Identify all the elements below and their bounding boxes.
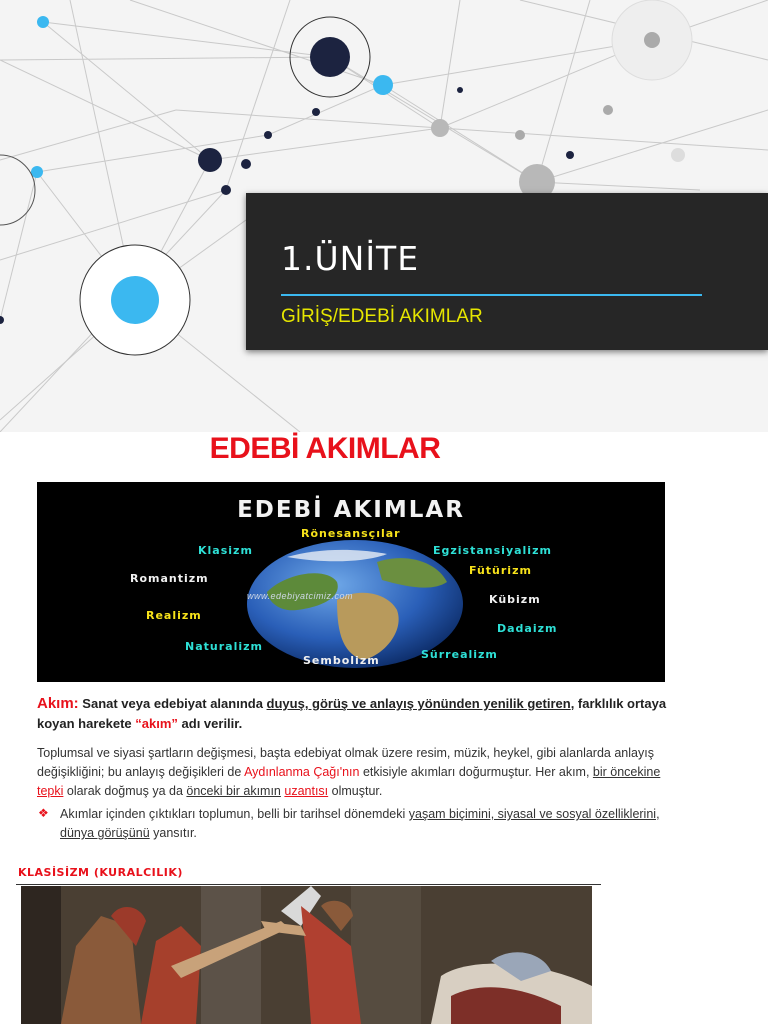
movement-realizm: Realizm (146, 609, 202, 622)
definition-quoted: “akım” (135, 716, 178, 731)
painting-illustration (21, 886, 592, 1024)
bullet-text: yansıtır. (149, 826, 197, 840)
movement-naturalizm: Naturalizm (185, 640, 263, 653)
movement-romantizm: Romantizm (130, 572, 209, 585)
bullet-text: Akımlar içinden çıktıkları toplumun, belli bir tarihsel dönemdeki (60, 807, 409, 821)
definition-text: adı verilir. (177, 716, 243, 731)
movement-kubizm: Kübizm (489, 593, 541, 606)
movement-ronesans: Rönesansçılar (301, 527, 401, 540)
movement-sembolizm: Sembolizm (303, 654, 380, 667)
intro-paragraph (37, 744, 670, 801)
globe-website: www.edebiyatcimiz.com (247, 591, 354, 601)
unit-subtitle: GİRİŞ/EDEBİ AKIMLAR (281, 306, 483, 327)
movement-klasizm: Klasizm (198, 544, 253, 557)
akim-definition (37, 694, 670, 734)
section-heading: EDEBİ AKIMLAR (209, 432, 441, 465)
banner-title: EDEBİ AKIMLAR (237, 497, 465, 523)
movement-futurizm: Fütürizm (469, 564, 532, 577)
intro-text: olmuştur. (328, 784, 383, 798)
definition-text: , farklılık ortaya koyan harekete (37, 696, 667, 731)
movement-dadaizm: Dadaizm (497, 622, 558, 635)
bullet-icon: ❖ (38, 806, 49, 820)
title-box (246, 193, 768, 350)
klasizm-painting (21, 886, 592, 1024)
bullet-underlined: yaşam biçimini, siyasal ve sosyal özelliklerini, dünya görüşünü (60, 807, 660, 840)
definition-term: Akım: (37, 695, 79, 712)
intro-text: Toplumsal ve siyasi şartların değişmesi, başta edebiyat olmak üzere resim, müzik, heykel, gibi alanlarda anlayış değişikliğini; bu anlayış değişikleri de (37, 746, 654, 779)
intro-text: olarak doğmuş ya da (63, 784, 187, 798)
klasizm-divider (16, 884, 601, 885)
intro-underlined: önceki bir akımın (186, 784, 281, 798)
uzantisi-highlight: uzantısı (284, 784, 329, 798)
movements-banner (37, 482, 665, 682)
intro-underlined: bir öncekine (592, 765, 661, 779)
bullet-paragraph (60, 805, 670, 843)
unit-title: 1.ÜNİTE (281, 239, 420, 278)
tepki-highlight: tepki (37, 784, 64, 798)
movement-surrealizm: Sürrealizm (421, 648, 498, 661)
movement-egzistansiyalizm: Egzistansiyalizm (433, 544, 552, 557)
definition-underlined: duyuş, görüş ve anlayış yönünden yenilik getiren (266, 696, 571, 711)
intro-text: etkisiyle akımları doğurmuştur. Her akım, (359, 765, 593, 779)
aydinlanma-highlight: Aydınlanma Çağı'nın (244, 765, 360, 779)
klasizm-heading: KLASİSİZM (KURALCILIK) (18, 866, 183, 879)
title-underline (281, 294, 702, 296)
cover-slide (0, 0, 768, 432)
definition-text: Sanat veya edebiyat alanında (78, 696, 267, 711)
